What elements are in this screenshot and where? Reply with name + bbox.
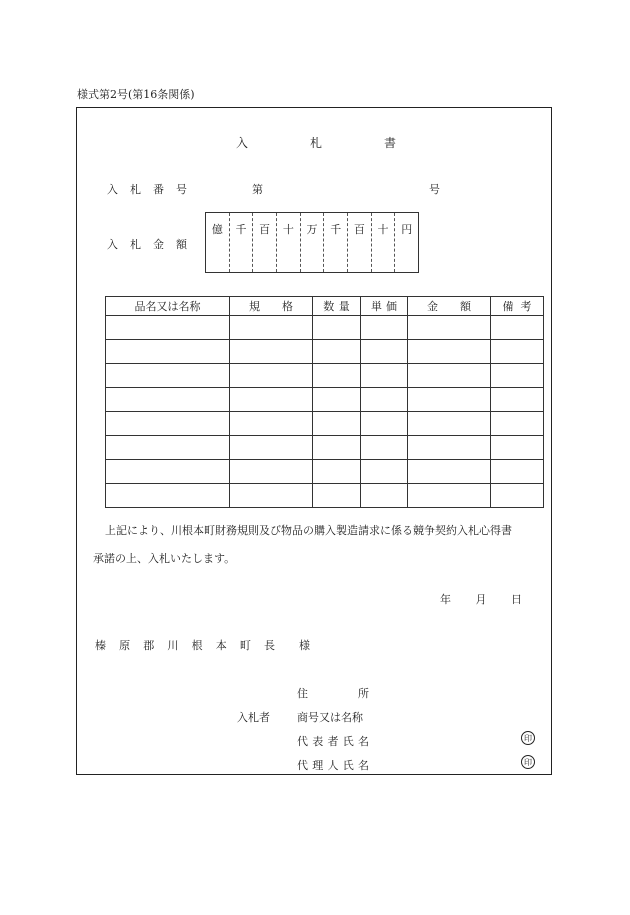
table-row — [106, 412, 544, 436]
table-row — [106, 460, 544, 484]
title-char: 書 — [383, 136, 396, 150]
table-cell[interactable] — [491, 484, 544, 508]
representative-name-field-label: 代 表 者 氏 名 — [297, 735, 369, 748]
table-row — [106, 340, 544, 364]
header-amount: 金 額 — [408, 297, 491, 316]
table-cell[interactable] — [408, 388, 491, 412]
header-item-name: 品名又は名称 — [106, 297, 230, 316]
table-cell[interactable] — [230, 484, 313, 508]
table-cell[interactable] — [491, 388, 544, 412]
table-cell[interactable] — [361, 460, 408, 484]
addressee: 榛 原 郡 川 根 本 町 長 様 — [95, 639, 310, 652]
table-row — [106, 484, 544, 508]
table-cell[interactable] — [313, 412, 361, 436]
table-cell[interactable] — [230, 388, 313, 412]
table-cell[interactable] — [106, 484, 230, 508]
document-title — [236, 134, 396, 151]
table-cell[interactable] — [408, 436, 491, 460]
header-unit-price: 単 価 — [361, 297, 408, 316]
table-cell[interactable] — [491, 412, 544, 436]
declaration-text — [93, 517, 533, 573]
table-cell[interactable] — [106, 388, 230, 412]
table-cell[interactable] — [106, 412, 230, 436]
day-label: 日 — [511, 593, 522, 606]
table-cell[interactable] — [408, 340, 491, 364]
header-spec: 規 格 — [230, 297, 313, 316]
bid-number-label: 入 札 番 号 — [107, 183, 187, 196]
table-cell[interactable] — [230, 340, 313, 364]
declaration-line-1: 上記により、川根本町財務規則及び物品の購入製造請求に係る競争契約入札心得書 — [105, 524, 512, 537]
bid-number-suffix: 号 — [429, 183, 440, 196]
table-cell[interactable] — [106, 340, 230, 364]
table-row — [106, 364, 544, 388]
items-table — [105, 296, 544, 508]
digit-hyaku-man[interactable]: 百 — [252, 213, 276, 272]
form-number-label: 様式第2号(第16条関係) — [77, 88, 195, 101]
table-cell[interactable] — [313, 388, 361, 412]
digit-sen-man[interactable]: 千 — [229, 213, 253, 272]
table-row — [106, 316, 544, 340]
header-remarks: 備 考 — [491, 297, 544, 316]
table-cell[interactable] — [361, 436, 408, 460]
table-cell[interactable] — [491, 316, 544, 340]
table-cell[interactable] — [313, 436, 361, 460]
bid-number-prefix: 第 — [252, 183, 263, 196]
bidder-label: 入札者 — [237, 711, 270, 724]
title-char: 入 — [236, 136, 249, 150]
table-cell[interactable] — [361, 316, 408, 340]
digit-oku[interactable]: 億 — [211, 223, 223, 236]
company-name-field-label: 商号又は名称 — [297, 711, 363, 724]
address-field-label: 住 所 — [297, 687, 369, 700]
agent-name-field-label: 代 理 人 氏 名 — [297, 759, 369, 772]
digit-en[interactable]: 円 — [394, 213, 418, 272]
table-cell[interactable] — [361, 388, 408, 412]
digit-hyaku[interactable]: 百 — [347, 213, 371, 272]
table-cell[interactable] — [361, 412, 408, 436]
table-cell[interactable] — [230, 364, 313, 388]
bid-amount-label: 入 札 金 額 — [107, 238, 187, 251]
table-header-row — [106, 297, 544, 316]
table-cell[interactable] — [491, 460, 544, 484]
table-cell[interactable] — [106, 436, 230, 460]
seal-mark-icon: 印 — [521, 731, 535, 745]
date-field — [440, 591, 522, 607]
table-row — [106, 436, 544, 460]
digit-juu-man[interactable]: 十 — [276, 213, 300, 272]
table-cell[interactable] — [106, 364, 230, 388]
table-cell[interactable] — [106, 316, 230, 340]
table-cell[interactable] — [106, 460, 230, 484]
table-cell[interactable] — [361, 340, 408, 364]
table-cell[interactable] — [230, 436, 313, 460]
declaration-line-2: 承諾の上、入札いたします。 — [93, 552, 236, 565]
table-cell[interactable] — [230, 412, 313, 436]
table-cell[interactable] — [230, 316, 313, 340]
table-cell[interactable] — [491, 340, 544, 364]
table-cell[interactable] — [408, 460, 491, 484]
table-cell[interactable] — [408, 412, 491, 436]
table-cell[interactable] — [313, 460, 361, 484]
header-quantity: 数 量 — [313, 297, 361, 316]
year-label: 年 — [440, 593, 451, 606]
table-cell[interactable] — [313, 364, 361, 388]
table-cell[interactable] — [313, 316, 361, 340]
title-char: 札 — [309, 136, 322, 150]
table-cell[interactable] — [408, 484, 491, 508]
digit-juu[interactable]: 十 — [371, 213, 395, 272]
table-cell[interactable] — [408, 364, 491, 388]
table-cell[interactable] — [313, 484, 361, 508]
table-cell[interactable] — [491, 364, 544, 388]
seal-mark-icon: 印 — [521, 755, 535, 769]
digit-sen[interactable]: 千 — [323, 213, 347, 272]
honorific: 様 — [299, 639, 310, 652]
digit-man[interactable]: 万 — [300, 213, 324, 272]
table-cell[interactable] — [408, 316, 491, 340]
bid-amount-box[interactable] — [205, 212, 419, 273]
table-cell[interactable] — [313, 340, 361, 364]
table-cell[interactable] — [361, 364, 408, 388]
table-row — [106, 388, 544, 412]
table-cell[interactable] — [361, 484, 408, 508]
table-cell[interactable] — [491, 436, 544, 460]
month-label: 月 — [475, 593, 487, 606]
table-cell[interactable] — [230, 460, 313, 484]
